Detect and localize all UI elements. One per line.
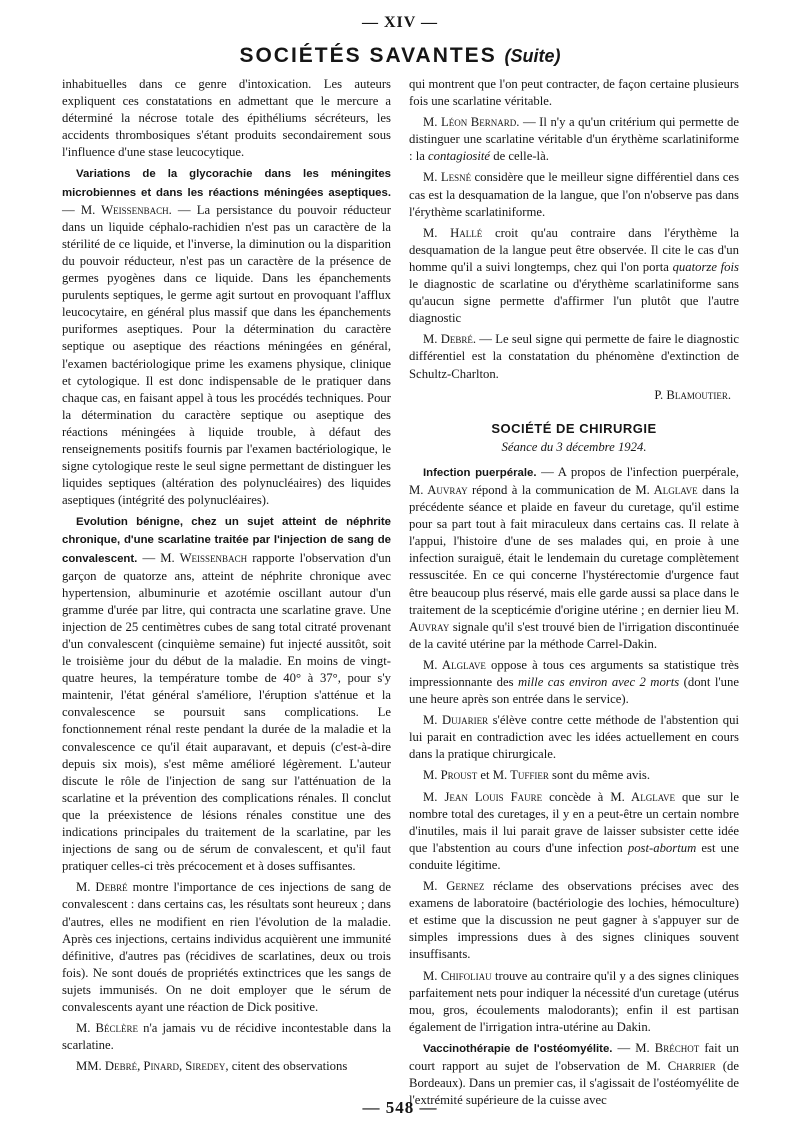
paragraph-proust-tuffier: M. Proust et M. Tuffier sont du même avis. — [423, 768, 650, 783]
section-heading-nephrite: Evolution bénigne, chez un sujet atteint de néphrite chronique, d'une scarlatine traitée par l'injection de sang de convalescent. — [62, 516, 391, 565]
author-name: M. Alglave — [423, 657, 486, 672]
author-name: M. Charrier — [646, 1058, 716, 1073]
author-name: M. Auvray — [409, 482, 468, 497]
paragraph-gernez: M. Gernez réclame des observations précises avec des examens de laboratoire (bactériologie des lochies, hémoculture) et estime que la discussion ne peut gagner à s'appuyer sur de simples impressions dues à des signes cliniques souvent insuffisants. — [409, 879, 739, 962]
left-column — [62, 76, 391, 1091]
author-name: M. Gernez — [423, 879, 485, 894]
author-name: M. Debré. — [423, 332, 477, 347]
author-name: M. Tuffier — [492, 768, 549, 783]
author-name: M. Dujarier — [423, 713, 489, 728]
author-name: M. Weissenbach — [160, 550, 248, 565]
page-number: — 548 — — [362, 1098, 438, 1117]
paragraph-lesne: M. Lesné considère que le meilleur signe différentiel dans ces cas est la desquamation de la langue, que l'on n'observe pas dans l'érythème scarlatiniforme. — [409, 170, 740, 219]
page-title — [0, 44, 800, 68]
author-name: M. Debré — [76, 880, 128, 895]
paragraph-continuation: qui montrent que l'on peut contracter, de façon certaine plusieurs fois une scarlatine véritable. — [409, 77, 739, 109]
title-main: SOCIÉTÉS SAVANTES — [239, 44, 497, 67]
signature: P. Blamoutier. — [654, 387, 731, 402]
paragraph-debre: M. Debré montre l'importance de ces injections de sang de convalescent : dans certains cas, les résultats sont heureux ; dans d'autres, elles ne modifient en rien l'évolution de la maladie. Après ces injections, certains individus acquièrent une immunité définitive, d'autres pas (récidives de scarlatines, deux ou trois fois). Ne sont doués de propriétés extinctrices que les sangs de sujets immunisés. On ne doit employer que le sérum de convalescents ayant une réaction de Dick positive. — [62, 880, 392, 1014]
roman-page-number: — XIV — — [361, 14, 439, 31]
author-name: M. Alglave — [610, 789, 676, 804]
author-name: M. Hallé — [423, 225, 483, 240]
paragraph-bernard: M. Léon Bernard. — Il n'y a qu'un critérium qui permette de distinguer une scarlatine véritable d'un érythème scarlatiniforme : la contagiosité de celle-là. — [409, 115, 739, 164]
author-name: M. Proust — [423, 768, 478, 783]
author-name: M. Bréchot — [635, 1040, 700, 1055]
author-name: M. Béclère — [76, 1021, 139, 1036]
author-name: M. Chifoliau — [423, 968, 492, 983]
paragraph-faure: M. Jean Louis Faure concède à M. Alglave que sur le nombre total des curetages, il y en a peut-être un certain nombre d'inutiles, mais il lui parait grave de laisser subsister cette idée que l'abstention au cours d'une infection post-abortum est une conduite légitime. — [409, 789, 740, 872]
paragraph-halle: M. Hallé croit qu'au contraire dans l'érythème la desquamation de la langue peut être observée. Il cite le cas d'un homme qu'il a suivi longtemps, chez qui l'on porta quatorze fois le diagnostic de scarlatine ou d'érythème scarlatiniforme sans qu'aucun signe permette d'affirmer l'un plutôt que l'autre diagnostic — [409, 225, 739, 326]
session-date: Séance du 3 décembre 1924. — [501, 439, 647, 454]
paragraph-beclere: M. Béclère n'a jamais vu de récidive incontestable dans la scarlatine. — [62, 1021, 392, 1053]
section-heading-osteomyelite: Vaccinothérapie de l'ostéomyélite. — [423, 1042, 613, 1055]
author-name: M. Alglave — [635, 482, 698, 497]
author-name: M. Auvray — [409, 602, 739, 634]
paragraph-intro: inhabituelles dans ce genre d'intoxication. Les auteurs expliquent ces constatations en admettant que le mercure a déterminé la nécrose totale des épithéliums sécréteurs, les accidents thrombosiques s'étant produits secondairement sous l'influence d'une stase leucocytique. — [62, 77, 391, 160]
title-suite: (Suite) — [504, 46, 561, 66]
section-title-chirurgie: SOCIÉTÉ DE CHIRURGIE — [491, 420, 657, 436]
right-column — [409, 76, 740, 1108]
author-name: M. Weissenbach. — [80, 202, 172, 217]
author-name: M. Léon Bernard. — [423, 115, 520, 130]
paragraph-mm: MM. Debré, Pinard, Siredey, citent des observations — [76, 1059, 348, 1074]
section-heading-glycorachie: Variations de la glycorachie dans les méningites microbiennes et dans les réactions méningées aseptiques. — [62, 168, 391, 199]
author-name: M. Lesné — [423, 170, 472, 185]
section-heading-infection: Infection puerpérale. — [423, 466, 537, 479]
paragraph-infection: Infection puerpérale. — A propos de l'infection puerpérale, M. Auvray répond à la communication de M. Alglave dans la précédente séance et plaide en faveur du curetage, qu'il estime pour sa part tout à fait miraculeux dans certains cas. Il relate à l'appui, l'histoire d'une de ses malades qui, en proie à une infection suraiguë, était le lendemain du curetage complètement ressuscitée. En ce qui concerne l'hystérectomie d'urgence faut être beaucoup plus réservé, mais elle garde aussi sa place dans le traitement de la scepticémie d'origine utérine ; en dernier lieu M. Auvray signale qu'il s'est trouvé bien de l'irrigation discontinuée de la cavité utérine par la méthode Carrel-Dakin. — [409, 464, 740, 651]
paragraph-alglave: M. Alglave oppose à tous ces arguments sa statistique très impressionnante des mille cas environ avec 2 morts (dont l'une une heure après son entrée dans le service). — [409, 657, 739, 707]
author-name: M. Jean Louis Faure — [423, 789, 543, 804]
paragraph-chifoliau: M. Chifoliau trouve au contraire qu'il y a des signes cliniques parfaitement nets pour indiquer la nécessité d'un curetage (utérus mou, gros, écoulements malodorants); enfin il est partisan également de l'irrigation intra-utérine au Dakin. — [409, 968, 739, 1034]
paragraph-glycorachie: Variations de la glycorachie dans les méningites microbiennes et dans les réactions méningées aseptiques. — M. Weissenbach. — La persistance du pouvoir réducteur dans un liquide céphalo-rachidien n'est pas un caractère de la stérilité de ce liquide, et l'inverse, la diminution ou la disparition du pouvoir réducteur, n'est pas un caractère de la présence de germes pyogènes dans ce liquide. Dans les épanchements purulents septiques, le germe agit surtout en provoquant l'afflux leucocytaire, en général plus massif que dans les épanchements puriformes aseptiques. Pour la détermination du caractère septique ou aseptique des réactions méningées en général, l'examen bactériologique prime les examens physique, clinique et cytologique. Il est donc indispensable de le pratiquer dans chaque cas, en faisant appel à tous les procédés techniques. Pour la détermination du caractère septique ou aseptique des réactions méningées à liquide trouble, à défaut des renseignements positifs fournis par l'examen bactériologique, le signe cytologique reste le seul signe permettant de distinguer les liquides septiques (altération des polynucléaires) des liquides aseptiques (intégrité des polynucléaires). — [62, 168, 391, 508]
paragraph-debre-2: M. Debré. — Le seul signe qui permette de faire le diagnostic différentiel est la constatation du phénomène d'extinction de Schultz-Charlton. — [409, 332, 739, 381]
paragraph-nephrite: Evolution bénigne, chez un sujet atteint de néphrite chronique, d'une scarlatine traitée par l'injection de sang de convalescent. — M. Weissenbach rapporte l'observation d'un garçon de quatorze ans, atteint de néphrite chronique avec hypertension, albuminurie et azotémie oscillant autour d'un gramme d'urée par litre, qui contracta une scarlatine grave. Une injection de 25 centimètres cubes de sang total citraté provenant d'un convalescent (cinquième semaine) fut injecté aussitôt, soit le troisième jour du début de la maladie. En moins de vingt-quatre heures, la température tombe de 40° à 37°, pour s'y maintenir, l'état général s'améliore, l'éruption s'atténue et la convalescence se poursuit sans complications. Le fonctionnement rénal reste pendant la durée de la maladie et la convalescence ce qu'il était auparavant, et depuis (c'est-à-dire depuis six mois), s'est même amélioré légèrement. L'auteur discute le rôle de l'injection de sang sur l'atténuation de la scarlatine et la prévention des complications rénales. Il conclut que la préexistence de lésions rénales constitue une des indications principales du traitement de la scarlatine, par les injections de sang ou de sérum de convalescent, et qu'il faut pratiquer celles-ci très précocement et à doses suffisantes. — [62, 516, 391, 874]
paragraph-osteomyelite: Vaccinothérapie de l'ostéomyélite. — M. Bréchot fait un court rapport au sujet de l'observation de M. Charrier (de Bordeaux). Dans un premier cas, il s'agissait de l'ostéomyélite de l'extrémité supérieure de la cuisse avec — [409, 1040, 740, 1108]
author-name: MM. Debré, Pinard, Siredey, — [76, 1059, 229, 1074]
paragraph-dujarier: M. Dujarier s'élève contre cette méthode de l'abstention qui lui parait en contradiction avec les idées actuellement en cours dans la pratique chirurgicale. — [409, 713, 739, 762]
